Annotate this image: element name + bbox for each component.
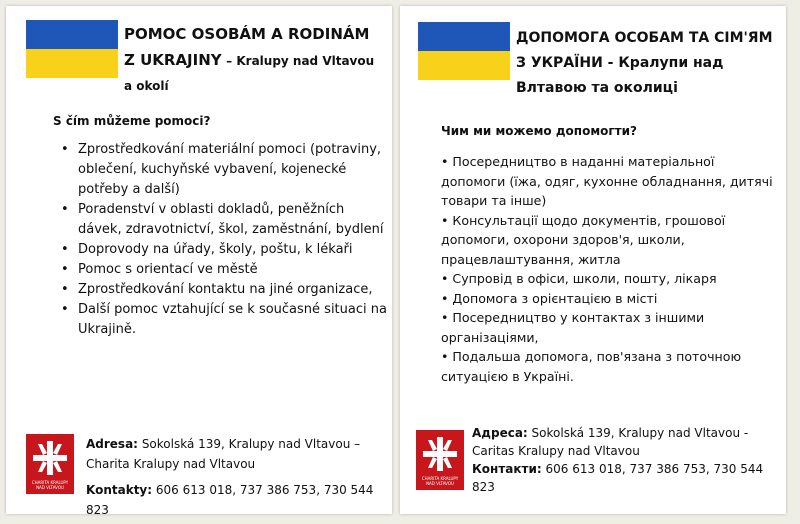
- title-line1: ДОПОМОГА ОСОБАМ ТА СІМ'ЯМ: [516, 30, 773, 46]
- address: [86, 434, 386, 474]
- logo-text-1: CHARITA KRALUPY: [421, 476, 459, 481]
- contact-block: [86, 434, 386, 520]
- title-city: – Kralupy nad Vltavou a okolí: [124, 54, 375, 93]
- charita-logo: [416, 430, 464, 490]
- caritas-cross-icon: [30, 438, 70, 478]
- list-item: • Poradenství v oblasti dokladů, peněžních dávek, zdravotnictví, škol, zaměstnání, bydlení: [58, 200, 388, 240]
- contacts-label: Контакти:: [472, 462, 542, 476]
- address: [472, 424, 782, 460]
- title-line2: З УКРАЇНИ - Кралупи над: [516, 55, 724, 71]
- title-main: POMOC OSOBÁM A RODINÁM: [124, 25, 370, 43]
- list-item: • Консультації щодо документів, грошової допомоги, охорони здоров'я, школи, працевлаштування, житла: [441, 212, 726, 267]
- address-value: Sokolská 139, Kralupy nad Vltavou – Charita Kralupy nad Vltavou: [86, 437, 361, 471]
- address-label: Адреса:: [472, 426, 528, 440]
- list-item: • Zprostředkování materiální pomoci (potraviny, oblečení, kuchyňské vybavení, kojenecké potřeby a další): [58, 140, 388, 200]
- help-list: [58, 140, 388, 340]
- charita-logo: [26, 434, 74, 494]
- list-item: • Посередництво в наданні матеріальної допомоги (їжа, одяг, кухонне обладнання, дитячі товари та інше): [441, 154, 773, 208]
- logo-text-2: NAD VLTAVOU: [36, 485, 64, 490]
- card-czech: [6, 6, 392, 517]
- contacts-value: 606 613 018, 737 386 753, 730 544 823: [472, 462, 764, 494]
- title-line3: Влтавою та околиці: [516, 80, 678, 96]
- list-item: • Супровід в офіси, школи, пошту, лікаря: [441, 271, 717, 286]
- contact-block: [472, 424, 782, 496]
- contacts-value: 606 613 018, 737 386 753, 730 544 823: [86, 483, 374, 517]
- list-item: • Допомога з орієнтацією в місті: [441, 290, 658, 306]
- card-title: [124, 22, 386, 99]
- title-line2: Z UKRAJINY: [124, 51, 222, 69]
- card-ukrainian: [400, 6, 786, 514]
- card-title: [516, 26, 778, 101]
- list-item: • Zprostředkování kontaktu na jiné organizace,: [58, 280, 388, 300]
- address-label: Adresa:: [86, 437, 138, 451]
- logo-text-2: NAD VLTAVOU: [426, 481, 454, 486]
- list-item: • Další pomoc vztahující se k současné situaci na Ukrajině.: [58, 300, 388, 340]
- list-item: • Pomoc s orientací ve městě: [58, 260, 388, 280]
- contacts-label: Kontakty:: [86, 483, 153, 497]
- list-item: • Посередництво у контактах з іншими організаціями,: [441, 310, 705, 345]
- help-list: [441, 152, 779, 386]
- contacts: [86, 480, 386, 520]
- help-question: S čím můžeme pomoci?: [53, 114, 211, 128]
- help-question: Чим ми можемо допомогти?: [441, 124, 637, 138]
- caritas-cross-icon: [420, 434, 460, 474]
- list-item: • Doprovody na úřady, školy, poštu, k lékaři: [58, 240, 388, 260]
- list-item: • Подальша допомога, пов'язана з поточною ситуацією в Україні.: [441, 349, 742, 384]
- logo-text-1: CHARITA KRALUPY: [31, 480, 69, 485]
- ukraine-flag-icon: [26, 20, 118, 78]
- address-value: Sokolská 139, Kralupy nad Vltavou - Caritas Kralupy nad Vltavou: [472, 426, 749, 458]
- contacts: [472, 460, 782, 496]
- ukraine-flag-icon: [418, 22, 510, 80]
